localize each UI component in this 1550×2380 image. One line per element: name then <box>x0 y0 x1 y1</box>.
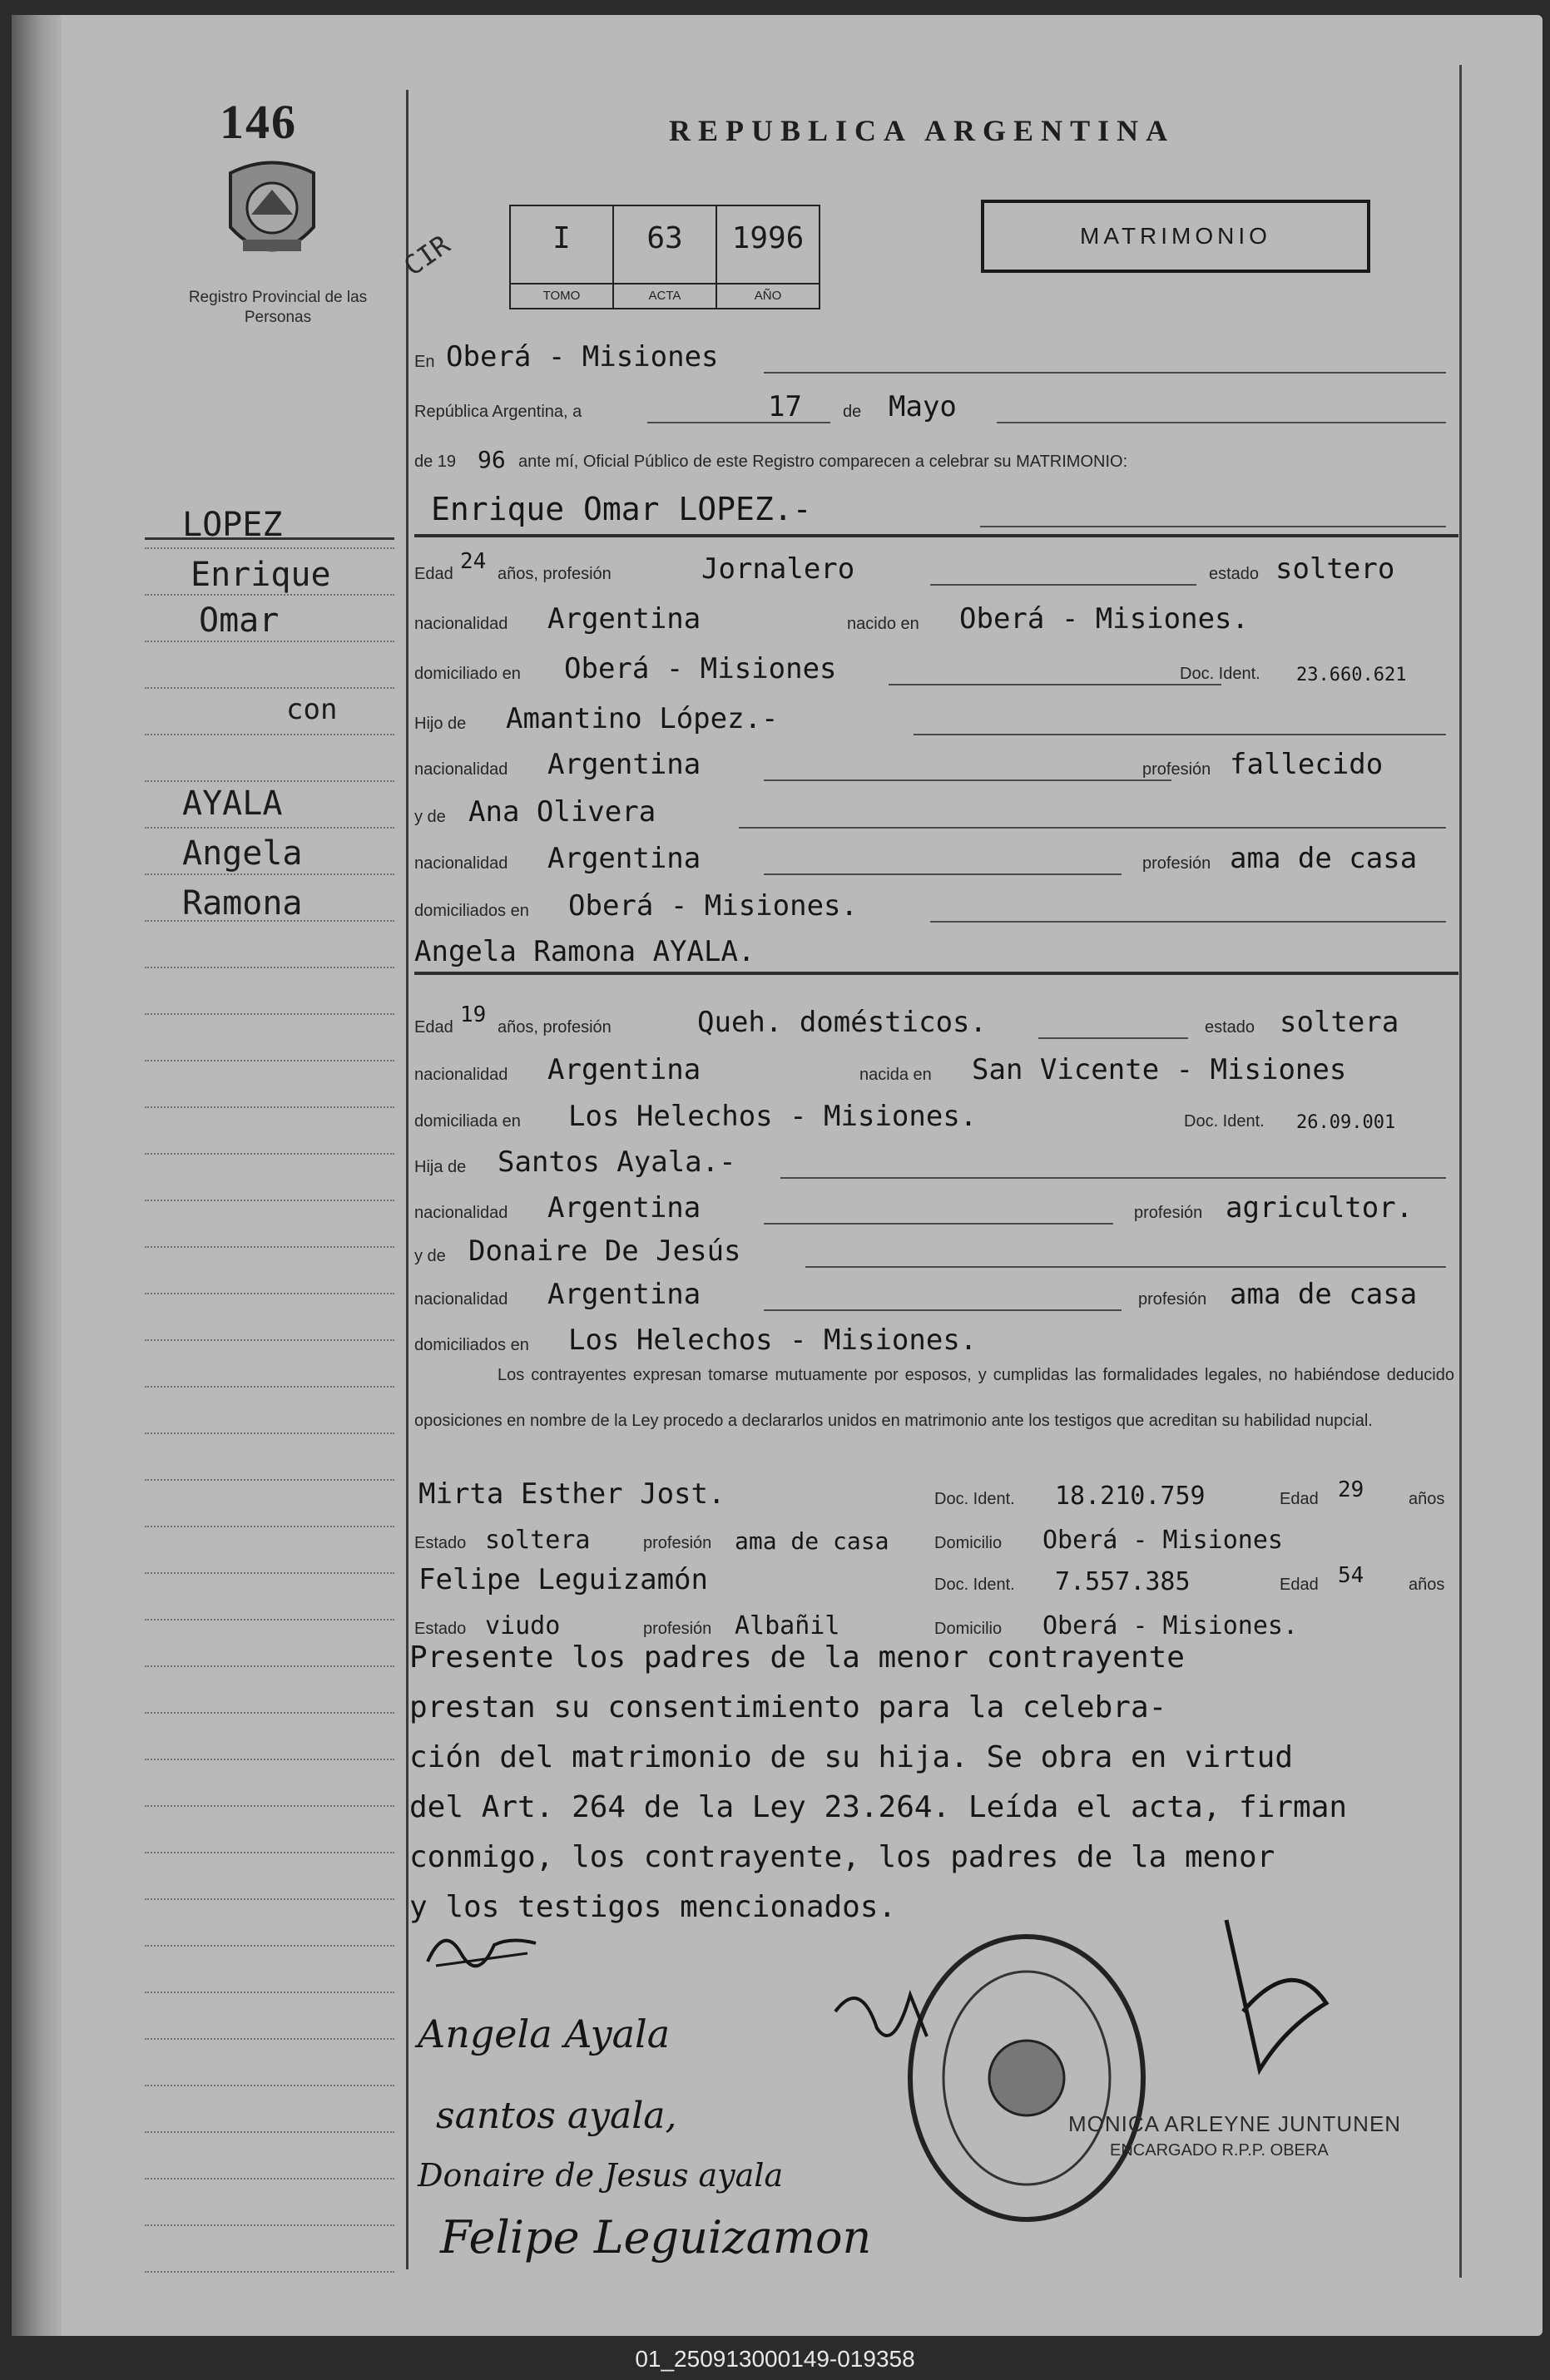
groom-age-row <box>414 539 1458 589</box>
bride-name-row <box>414 922 1458 972</box>
bride-status: soltera <box>1280 1006 1399 1039</box>
witness2-domicile: Oberá - Misiones. <box>1042 1611 1299 1640</box>
margin-ruled-line <box>145 1386 394 1388</box>
note-line: conmigo, los contrayente, los padres de la menor <box>409 1840 1275 1874</box>
profesion-label: años, profesión <box>498 1018 612 1037</box>
witness2-name: Felipe Leguizamón <box>418 1563 708 1596</box>
anio-value: 1996 <box>731 221 805 255</box>
groom-father-row <box>414 689 1458 739</box>
bride-age: 19 <box>460 1002 487 1027</box>
en-label: En <box>414 353 435 371</box>
margin-underline <box>145 537 394 540</box>
anos-label: años <box>1409 1490 1445 1508</box>
provincial-emblem-icon <box>218 156 326 273</box>
margin-ruled-line <box>145 1852 394 1854</box>
witness1-profession: ama de casa <box>735 1527 889 1555</box>
bride-full-name: Angela Ramona AYALA. <box>414 935 755 968</box>
official-signature-icon <box>827 1962 943 2078</box>
bride-doc: 26.09.001 <box>1296 1112 1396 1133</box>
bride-domicile: Los Helechos - Misiones. <box>568 1100 978 1133</box>
witness2-doc: 7.557.385 <box>1055 1567 1191 1596</box>
nacionalidad-label: nacionalidad <box>414 1066 508 1084</box>
estado-label: estado <box>1205 1018 1255 1037</box>
margin-ruled-line <box>145 2271 394 2274</box>
acta-label: ACTA <box>614 283 716 308</box>
bride-mother-prof: ama de casa <box>1230 1278 1418 1311</box>
witness1-status: soltera <box>485 1526 591 1555</box>
estado-label: Estado <box>414 1620 467 1638</box>
anio-cell <box>717 206 819 308</box>
note-line: prestan su consentimiento para la celebra- <box>409 1690 1167 1724</box>
margin-ruled-line <box>145 2038 394 2041</box>
witness2-profession: Albañil <box>735 1611 840 1640</box>
margin-ruled-line <box>145 1712 394 1714</box>
year-value: 96 <box>478 446 506 473</box>
bride-dom-row <box>414 1086 1458 1136</box>
margin-ruled-line <box>145 547 394 550</box>
margin-ruled-line <box>145 1060 394 1062</box>
profesion-label: profesión <box>1138 1290 1207 1309</box>
acta-value: 63 <box>646 221 683 255</box>
margin-ruled-line <box>145 827 394 829</box>
place-row <box>414 327 1458 377</box>
signature-bride-mother: Donaire de Jesus ayala <box>418 2157 784 2194</box>
profesion-label: años, profesión <box>498 565 612 583</box>
bride-mother-nat-row <box>414 1264 1458 1314</box>
bride-nat-row <box>414 1040 1458 1090</box>
groom-full-name: Enrique Omar LOPEZ.- <box>431 491 812 527</box>
note-line: ción del matrimonio de su hija. Se obra en virtud <box>409 1740 1294 1774</box>
margin-ruled-line <box>145 1479 394 1482</box>
edad-label: Edad <box>414 1018 453 1037</box>
bride-mother-row <box>414 1221 1458 1271</box>
margin-ruled-line <box>145 687 394 690</box>
bride-parents-dom: Los Helechos - Misiones. <box>568 1324 978 1357</box>
domiciliados-label: domiciliados en <box>414 902 529 920</box>
groom-mother: Ana Olivera <box>468 795 656 829</box>
margin-ruled-line <box>145 873 394 876</box>
groom-parents-dom-row <box>414 876 1458 926</box>
domiciliada-label: domiciliada en <box>414 1112 521 1131</box>
page-number: 146 <box>220 95 297 149</box>
declaration-text: ante mí, Oficial Público de este Registro comparecen a celebrar su MATRIMONIO: <box>518 453 1128 471</box>
official-name: MONICA ARLEYNE JUNTUNEN <box>1068 2111 1402 2136</box>
profesion-label: profesión <box>1142 760 1211 779</box>
bride-mother-nat: Argentina <box>547 1278 701 1311</box>
tomo-cell <box>511 206 614 308</box>
profesion-label: profesión <box>1142 854 1211 873</box>
rep-label: República Argentina, a <box>414 403 582 421</box>
right-border <box>1459 65 1462 2278</box>
day-value: 17 <box>768 390 802 423</box>
month-value: Mayo <box>889 390 957 423</box>
estado-label: estado <box>1209 565 1260 583</box>
bride-father-row <box>414 1132 1458 1182</box>
margin-ruled-line <box>145 1013 394 1016</box>
yde-label: y de <box>414 808 446 826</box>
register-page <box>12 15 1543 2336</box>
margin-ruled-line <box>145 2178 394 2180</box>
yde-label: y de <box>414 1247 446 1265</box>
nacionalidad-label: nacionalidad <box>414 1290 508 1309</box>
witness1-domicile: Oberá - Misiones <box>1042 1526 1283 1555</box>
edad-label: Edad <box>1280 1576 1319 1594</box>
handwritten-notes <box>409 1633 1458 1932</box>
witness2-age: 54 <box>1338 1563 1364 1588</box>
groom-birthplace: Oberá - Misiones. <box>959 602 1249 636</box>
margin-ruled-line <box>145 1898 394 1901</box>
margin-ruled-line <box>145 1759 394 1761</box>
column-divider <box>406 90 409 2269</box>
section-rule <box>414 972 1458 975</box>
margin-ruled-line <box>145 641 394 643</box>
groom-mother-nat-row <box>414 829 1458 878</box>
margin-ruled-line <box>145 1992 394 1994</box>
margin-ruled-line <box>145 1246 394 1249</box>
profesion-label: profesión <box>643 1620 712 1638</box>
year-label: de 19 <box>414 453 457 471</box>
official-title: ENCARGADO R.P.P. OBERA <box>1110 2141 1329 2160</box>
nacionalidad-label: nacionalidad <box>414 1204 508 1222</box>
section-rule <box>414 534 1458 537</box>
witness1-row <box>414 1464 1458 1514</box>
margin-ruled-line <box>145 967 394 969</box>
groom-mother-prof: ama de casa <box>1230 842 1418 875</box>
nacionalidad-label: nacionalidad <box>414 760 508 779</box>
groom-status: soltero <box>1275 552 1395 586</box>
image-caption: 01_250913000149-019358 <box>635 2346 915 2372</box>
estado-label: Estado <box>414 1534 467 1552</box>
signature-witness: Felipe Leguizamon <box>440 2211 872 2264</box>
bride-birthplace: San Vicente - Misiones <box>972 1053 1347 1086</box>
margin-ruled-line <box>145 1432 394 1435</box>
domiciliado-label: domiciliado en <box>414 665 521 683</box>
margin-ruled-line <box>145 1339 394 1342</box>
hijo-label: Hijo de <box>414 715 467 733</box>
bride-nationality: Argentina <box>547 1053 701 1086</box>
margin-ruled-line <box>145 1665 394 1668</box>
groom-mother-nat: Argentina <box>547 842 701 875</box>
tomo-value: I <box>552 221 571 255</box>
groom-nat-row <box>414 589 1458 639</box>
margin-ruled-line <box>145 594 394 596</box>
bride-father-nat-row <box>414 1178 1458 1228</box>
groom-profession: Jornalero <box>701 552 855 586</box>
domiciliados-label: domiciliados en <box>414 1336 529 1354</box>
domicilio-label: Domicilio <box>934 1534 1003 1552</box>
nacido-label: nacido en <box>847 615 919 633</box>
margin-ruled-line <box>145 2224 394 2227</box>
margin-bride-surname: AYALA <box>182 784 283 823</box>
groom-doc: 23.660.621 <box>1296 665 1407 685</box>
edad-label: Edad <box>414 565 453 583</box>
margin-ruled-line <box>145 1293 394 1295</box>
margin-ruled-line <box>145 1526 394 1528</box>
groom-father: Amantino López.- <box>506 702 779 735</box>
groom-name-row <box>414 481 1458 531</box>
bride-father-prof: agricultor. <box>1226 1191 1414 1225</box>
date-row <box>414 377 1458 427</box>
witness2-status: viudo <box>485 1611 561 1640</box>
margin-groom-first: Enrique <box>191 556 331 594</box>
domicilio-label: Domicilio <box>934 1620 1003 1638</box>
groom-nationality: Argentina <box>547 602 701 636</box>
de-label: de <box>843 403 862 421</box>
hija-label: Hija de <box>414 1158 467 1176</box>
witness2-row <box>414 1550 1458 1600</box>
nacionalidad-label: nacionalidad <box>414 854 508 873</box>
margin-groom-surname: LOPEZ <box>182 506 283 544</box>
place-value: Oberá - Misiones <box>446 340 719 374</box>
anos-label: años <box>1409 1576 1445 1594</box>
registrar-signature-icon <box>1176 1903 1359 2120</box>
groom-domicile: Oberá - Misiones <box>564 652 837 685</box>
groom-mother-row <box>414 782 1458 832</box>
margin-groom-second: Omar <box>199 601 280 640</box>
doc-label: Doc. Ident. <box>1180 665 1260 683</box>
signature-bride: Angela Ayala <box>418 2011 671 2056</box>
margin-ruled-line <box>145 920 394 923</box>
bride-age-row <box>414 992 1458 1042</box>
witness1-name: Mirta Esther Jost. <box>418 1477 725 1511</box>
edad-label: Edad <box>1280 1490 1319 1508</box>
groom-dom-row <box>414 639 1458 689</box>
margin-ruled-line <box>145 1106 394 1109</box>
margin-ruled-line <box>145 1200 394 1202</box>
note-line: Presente los padres de la menor contrayente <box>409 1640 1185 1675</box>
margin-ruled-line <box>145 734 394 736</box>
witness1-doc: 18.210.759 <box>1055 1482 1206 1511</box>
year-row <box>414 427 1458 477</box>
nacida-label: nacida en <box>859 1066 932 1084</box>
margin-ruled-line <box>145 1153 394 1155</box>
profesion-label: profesión <box>643 1534 712 1552</box>
margin-ruled-line <box>145 1805 394 1808</box>
margin-bride-second: Ramona <box>182 884 303 923</box>
tomo-label: TOMO <box>511 283 612 308</box>
witness1-age: 29 <box>1338 1477 1364 1502</box>
margin-ruled-line <box>145 2085 394 2087</box>
margin-ruled-line <box>145 2131 394 2134</box>
groom-father-prof: fallecido <box>1230 748 1384 781</box>
book-binding-edge <box>12 15 62 2336</box>
profesion-label: profesión <box>1134 1204 1203 1222</box>
registry-label: Registro Provincial de las Personas <box>188 289 368 326</box>
doc-label: Doc. Ident. <box>1184 1112 1265 1131</box>
bride-father: Santos Ayala.- <box>498 1145 736 1179</box>
doc-label: Doc. Ident. <box>934 1576 1015 1594</box>
country-title: REPUBLICA ARGENTINA <box>669 114 1176 147</box>
signature-bride-father: santos ayala, <box>436 2095 677 2137</box>
note-line: del Art. 264 de la Ley 23.264. Leída el acta, firman <box>409 1790 1348 1824</box>
acta-cell <box>614 206 717 308</box>
groom-father-nat-row <box>414 735 1458 784</box>
registry-box <box>509 205 820 309</box>
formal-declaration: Los contrayentes expresan tomarse mutuamente por esposos, y cumplidas las formalidades legales, no habiéndose deducido oposiciones en nombre de la Ley procedo a declararlos unidos en matrimonio ante los testigos que acreditan su habilidad nupcial. <box>414 1366 1454 1430</box>
note-line: y los testigos mencionados. <box>409 1890 897 1924</box>
groom-father-nat: Argentina <box>547 748 701 781</box>
bride-profession: Queh. domésticos. <box>697 1006 987 1039</box>
margin-bride-first: Angela <box>182 834 303 873</box>
margin-ruled-line <box>145 1619 394 1621</box>
groom-age: 24 <box>460 549 487 574</box>
bride-mother: Donaire De Jesús <box>468 1235 741 1268</box>
doc-label: Doc. Ident. <box>934 1490 1015 1508</box>
margin-ruled-line <box>145 1572 394 1575</box>
record-type-box: MATRIMONIO <box>981 200 1370 273</box>
margin-with: con <box>286 693 338 726</box>
groom-parents-dom: Oberá - Misiones. <box>568 889 858 923</box>
anio-label: AÑO <box>717 283 819 308</box>
nacionalidad-label: nacionalidad <box>414 615 508 633</box>
groom-signature-icon <box>419 1920 552 1978</box>
margin-ruled-line <box>145 1945 394 1947</box>
bride-father-nat: Argentina <box>547 1191 701 1225</box>
margin-ruled-line <box>145 780 394 783</box>
margin-mark: CIR <box>398 228 456 283</box>
